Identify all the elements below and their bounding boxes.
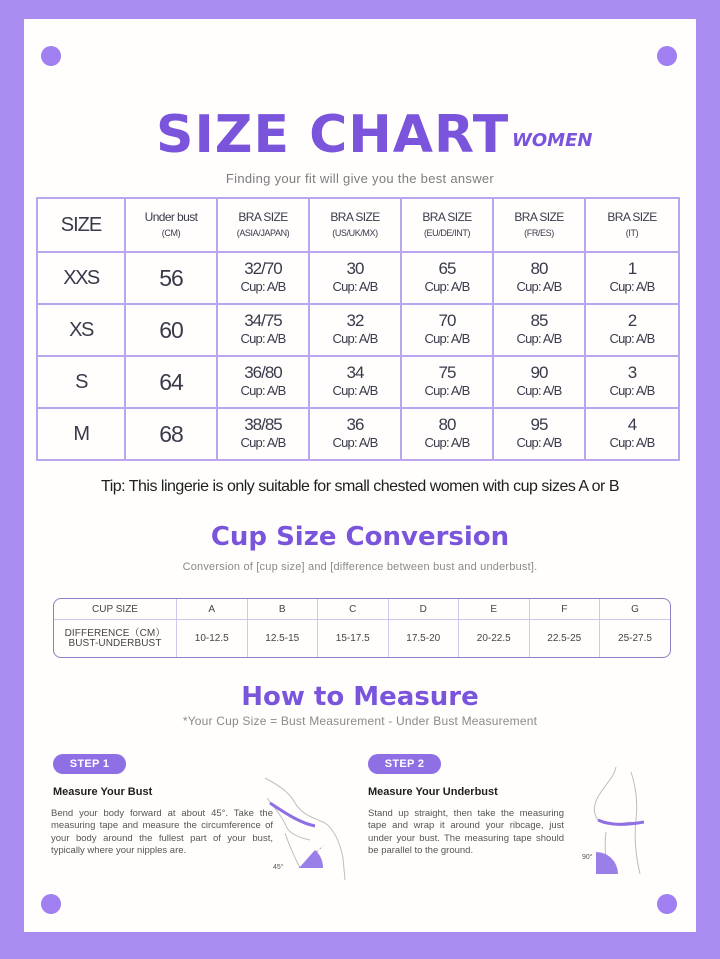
bra-size-cell: 36/80 Cup: A/B: [217, 356, 309, 408]
difference-cell: 15-17.5: [318, 620, 389, 657]
bra-size-cell: 80 Cup: A/B: [493, 252, 585, 304]
table-row: [37, 408, 679, 460]
header-it: BRA SIZE (IT): [585, 198, 679, 252]
underbust-cell: 64: [125, 356, 217, 408]
fit-tip: Tip: This lingerie is only suitable for small chested women with cup sizes A or B: [101, 478, 619, 495]
step-2-angle: 90°: [582, 854, 593, 861]
header-eu-de-int: BRA SIZE (EU/DE/INT): [401, 198, 493, 252]
cup-cell: A: [177, 599, 248, 620]
header-size: SIZE: [37, 198, 125, 252]
bra-size-cell: 65 Cup: A/B: [401, 252, 493, 304]
page-subtitle: WOMEN: [512, 130, 593, 151]
table-row: [37, 356, 679, 408]
corner-dot: [41, 894, 61, 914]
difference-label: DIFFERENCE（CM） BUST-UNDERBUST: [64, 627, 166, 649]
bra-size-cell: 32/70 Cup: A/B: [217, 252, 309, 304]
cup-conversion-table: [53, 598, 671, 658]
step-2-title: Measure Your Underbust: [368, 786, 498, 798]
step-2-pill: STEP 2: [368, 754, 441, 774]
cup-cell: C: [318, 599, 389, 620]
cup-conversion-title: Cup Size Conversion: [210, 522, 510, 552]
how-to-measure-subtitle: *Your Cup Size = Bust Measurement - Under Bust Measurement: [182, 714, 538, 728]
step-1-title: Measure Your Bust: [53, 786, 153, 798]
bra-size-cell: 1 Cup: A/B: [585, 252, 679, 304]
bra-size-cell: 90 Cup: A/B: [493, 356, 585, 408]
underbust-cell: 68: [125, 408, 217, 460]
how-to-measure-title: How to Measure: [241, 682, 479, 712]
cup-size-row: [54, 599, 670, 620]
step-1-text: Bend your body forward at about 45°. Take the measuring tape and measure the circumference of your body around the fullest part of your bust, typically where your nipples are.: [51, 808, 273, 857]
difference-cell: 10-12.5: [177, 620, 248, 657]
cup-cell: D: [388, 599, 459, 620]
difference-cell: 12.5-15: [247, 620, 318, 657]
page-header: [0, 100, 720, 170]
step-2-text: Stand up straight, then take the measuring tape and wrap it around your ribcage, just under your bust. The measuring tape should be parallel to the ground.: [368, 808, 564, 857]
bra-size-cell: 70 Cup: A/B: [401, 304, 493, 356]
bust-measure-illustration: [255, 768, 355, 883]
page-title: SIZE CHART: [156, 105, 510, 165]
table-row: [37, 304, 679, 356]
bra-size-cell: 3 Cup: A/B: [585, 356, 679, 408]
cup-cell: F: [529, 599, 600, 620]
bra-size-cell: 75 Cup: A/B: [401, 356, 493, 408]
step-1-angle: 45°: [273, 864, 284, 871]
difference-cell: 20-22.5: [459, 620, 530, 657]
bra-size-cell: 85 Cup: A/B: [493, 304, 585, 356]
bra-size-cell: 32 Cup: A/B: [309, 304, 401, 356]
size-cell: S: [37, 356, 125, 408]
bra-size-cell: 95 Cup: A/B: [493, 408, 585, 460]
cup-conversion-subtitle: Conversion of [cup size] and [difference between bust and underbust].: [182, 561, 538, 573]
header-asia-japan: BRA SIZE (ASIA/JAPAN): [217, 198, 309, 252]
difference-cell: 17.5-20: [388, 620, 459, 657]
bra-size-cell: 2 Cup: A/B: [585, 304, 679, 356]
underbust-cell: 60: [125, 304, 217, 356]
difference-row: [54, 620, 670, 657]
difference-cell: 25-27.5: [600, 620, 671, 657]
cup-cell: E: [459, 599, 530, 620]
size-cell: M: [37, 408, 125, 460]
underbust-cell: 56: [125, 252, 217, 304]
bra-size-cell: 4 Cup: A/B: [585, 408, 679, 460]
size-cell: XS: [37, 304, 125, 356]
table-row: [37, 252, 679, 304]
size-table: [36, 197, 680, 461]
step-1-pill: STEP 1: [53, 754, 126, 774]
corner-dot: [657, 46, 677, 66]
cup-cell: G: [600, 599, 671, 620]
cup-size-label: CUP SIZE: [54, 599, 177, 620]
bra-size-cell: 36 Cup: A/B: [309, 408, 401, 460]
bra-size-cell: 80 Cup: A/B: [401, 408, 493, 460]
difference-cell: 22.5-25: [529, 620, 600, 657]
table-header-row: [37, 198, 679, 252]
corner-dot: [41, 46, 61, 66]
size-cell: XXS: [37, 252, 125, 304]
header-fr-es: BRA SIZE (FR/ES): [493, 198, 585, 252]
header-underbust: Under bust (CM): [125, 198, 217, 252]
tagline: Finding your fit will give you the best answer: [225, 171, 495, 186]
header-us-uk-mx: BRA SIZE (US/UK/MX): [309, 198, 401, 252]
cup-cell: B: [247, 599, 318, 620]
corner-dot: [657, 894, 677, 914]
bra-size-cell: 30 Cup: A/B: [309, 252, 401, 304]
bra-size-cell: 34/75 Cup: A/B: [217, 304, 309, 356]
bra-size-cell: 34 Cup: A/B: [309, 356, 401, 408]
bra-size-cell: 38/85 Cup: A/B: [217, 408, 309, 460]
